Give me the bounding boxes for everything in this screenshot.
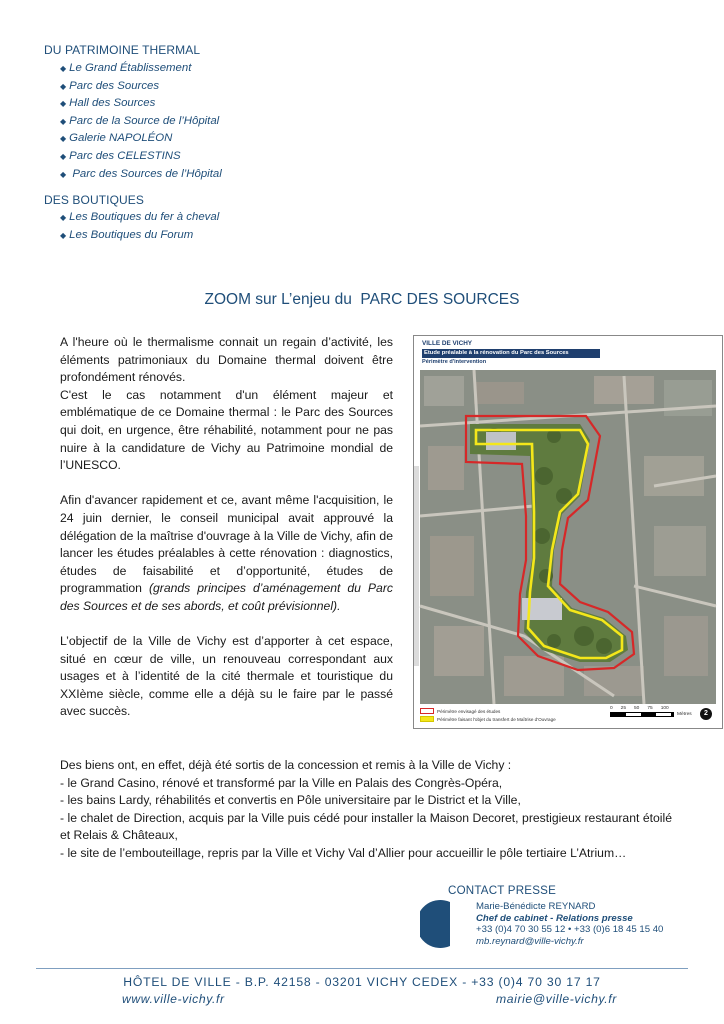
diamond-bullet-icon: ◆ [60, 134, 67, 144]
list-item: - le chalet de Direction, acquis par la Ville puis cédé pour installer la Maison Decoret, prestigieux restaurant étoilé et Relais & Châteaux, [60, 810, 672, 843]
ville-vichy-logo-icon [420, 900, 472, 948]
list-item: ◆ Galerie NAPOLÉON [60, 132, 173, 145]
patrimoine-list [60, 60, 222, 183]
list-item: ◆ Parc de la Source de l’Hôpital [60, 114, 220, 127]
boutiques-list [60, 209, 219, 244]
spacer [60, 616, 393, 634]
legend-item-red: Périmètre envisagé des études [420, 708, 590, 714]
list-item: - le site de l’embouteillage, repris par la Ville et Vichy Val d’Allier pour accueillir le pôle tertiaire L’Atrium… [60, 845, 627, 860]
diamond-bullet-icon: ◆ [60, 99, 67, 109]
scale-bar: 0 25 50 75 100 Mètres [610, 706, 692, 717]
list-item: ◆ Parc des Sources de l’Hôpital [60, 167, 222, 180]
scale-bar-graphic [610, 712, 674, 717]
contact-phones: +33 (0)4 70 30 55 12 • +33 (0)6 18 45 15 40 [476, 924, 664, 936]
red-swatch-icon [420, 708, 434, 714]
diamond-bullet-icon: ◆ [60, 116, 67, 126]
section-title-boutiques: DES BOUTIQUES [44, 193, 144, 207]
map-legend [420, 708, 590, 722]
spacer [60, 475, 393, 493]
footer-email-link[interactable]: mairie@ville-vichy.fr [496, 992, 617, 1006]
paragraph: C'est le cas notamment d'un élément majeur et emblématique de ce Domaine thermal : le Parc des Sources qui doit, en urgence, être réhabilité, notamment pour ne pas nuire à la candidature de Vichy au Patrimoine mondial de l’UNESCO. [60, 387, 393, 473]
paragraph: L’objectif de la Ville de Vichy est d’apporter à cet espace, situé en cœur de ville, un renouveau correspondant aux usages et à l’identité de la cité thermale et touristique du XXIème siècle, comme elle a déjà su le faire par le passé avec succès. [60, 634, 393, 719]
contact-name: Marie-Bénédicte REYNARD [476, 901, 596, 912]
map-title-band: Etude préalable à la rénovation du Parc des Sources [422, 349, 600, 358]
contact-title: CONTACT PRESSE [448, 884, 557, 897]
aerial-map [413, 335, 723, 729]
section-title-patrimoine: DU PATRIMOINE THERMAL [44, 43, 201, 57]
building [486, 432, 516, 450]
list-item: - le Grand Casino, rénové et transformé par la Ville en Palais des Congrès-Opéra, [60, 775, 503, 790]
diamond-bullet-icon: ◆ [60, 64, 67, 73]
contact-info [476, 901, 663, 947]
aerial-map-image [414, 336, 722, 728]
yellow-swatch-icon [420, 716, 434, 722]
contact-email[interactable]: mb.reynard@ville-vichy.fr [476, 935, 584, 947]
diamond-bullet-icon: ◆ [60, 213, 67, 222]
diamond-bullet-icon: ◆ [60, 230, 67, 240]
contact-role: Chef de cabinet - Relations presse [476, 912, 633, 924]
page-badge: 2 [700, 708, 712, 720]
paragraph: Afin d'avancer rapidement et ce, avant même l'acquisition, le 24 juin dernier, le conseil municipal avait approuvé la délégation de la maîtrise d'ouvrage à la Ville de Vichy, afin de lancer les études préalables à cette rénovation : diagnostics, études de faisabilité et d’opportunité, études de programmation (grands principes d’aménagement du Parc des Sources et de ses abords, et coût prévisionnel). [60, 493, 393, 613]
zoom-heading: ZOOM sur L’enjeu du PARC DES SOURCES [204, 291, 520, 308]
footer-website-link[interactable]: www.ville-vichy.fr [122, 992, 225, 1006]
list-item: ◆ Hall des Sources [60, 97, 156, 110]
list-item: ◆ Les Boutiques du fer à cheval [60, 211, 220, 223]
paragraph: A l'heure où le thermalisme connait un regain d’activité, les éléments patrimoniaux du Domaine thermal doivent être profondément rénovés. [60, 335, 393, 385]
full-width-text [60, 757, 672, 863]
list-item: - les bains Lardy, réhabilités et convertis en Pôle universitaire par le District et la Ville, [60, 793, 521, 808]
list-item: ◆ Les Boutiques du Forum [60, 228, 194, 241]
list-item: ◆ Parc des CELESTINS [60, 149, 181, 162]
paragraph: Des biens ont, en effet, déjà été sortis de la concession et remis à la Ville de Vichy : [60, 758, 512, 772]
list-item: ◆ Le Grand Établissement [60, 62, 192, 74]
diamond-bullet-icon: ◆ [60, 169, 67, 179]
legend-item-yellow: Périmètre faisant l'objet du transfert de Maîtrise d'Ouvrage [420, 716, 590, 722]
left-column-text [60, 334, 393, 721]
diamond-bullet-icon: ◆ [60, 151, 67, 161]
diamond-bullet-icon: ◆ [60, 81, 67, 91]
footer-address: HÔTEL DE VILLE - B.P. 42158 - 03201 VICHY CEDEX - +33 (0)4 70 30 17 17 [123, 975, 601, 989]
list-item: ◆ Parc des Sources [60, 79, 160, 92]
map-subtitle: Périmètre d'intervention [422, 359, 487, 365]
map-header: VILLE DE VICHY [422, 340, 473, 347]
footer-divider [36, 968, 688, 969]
